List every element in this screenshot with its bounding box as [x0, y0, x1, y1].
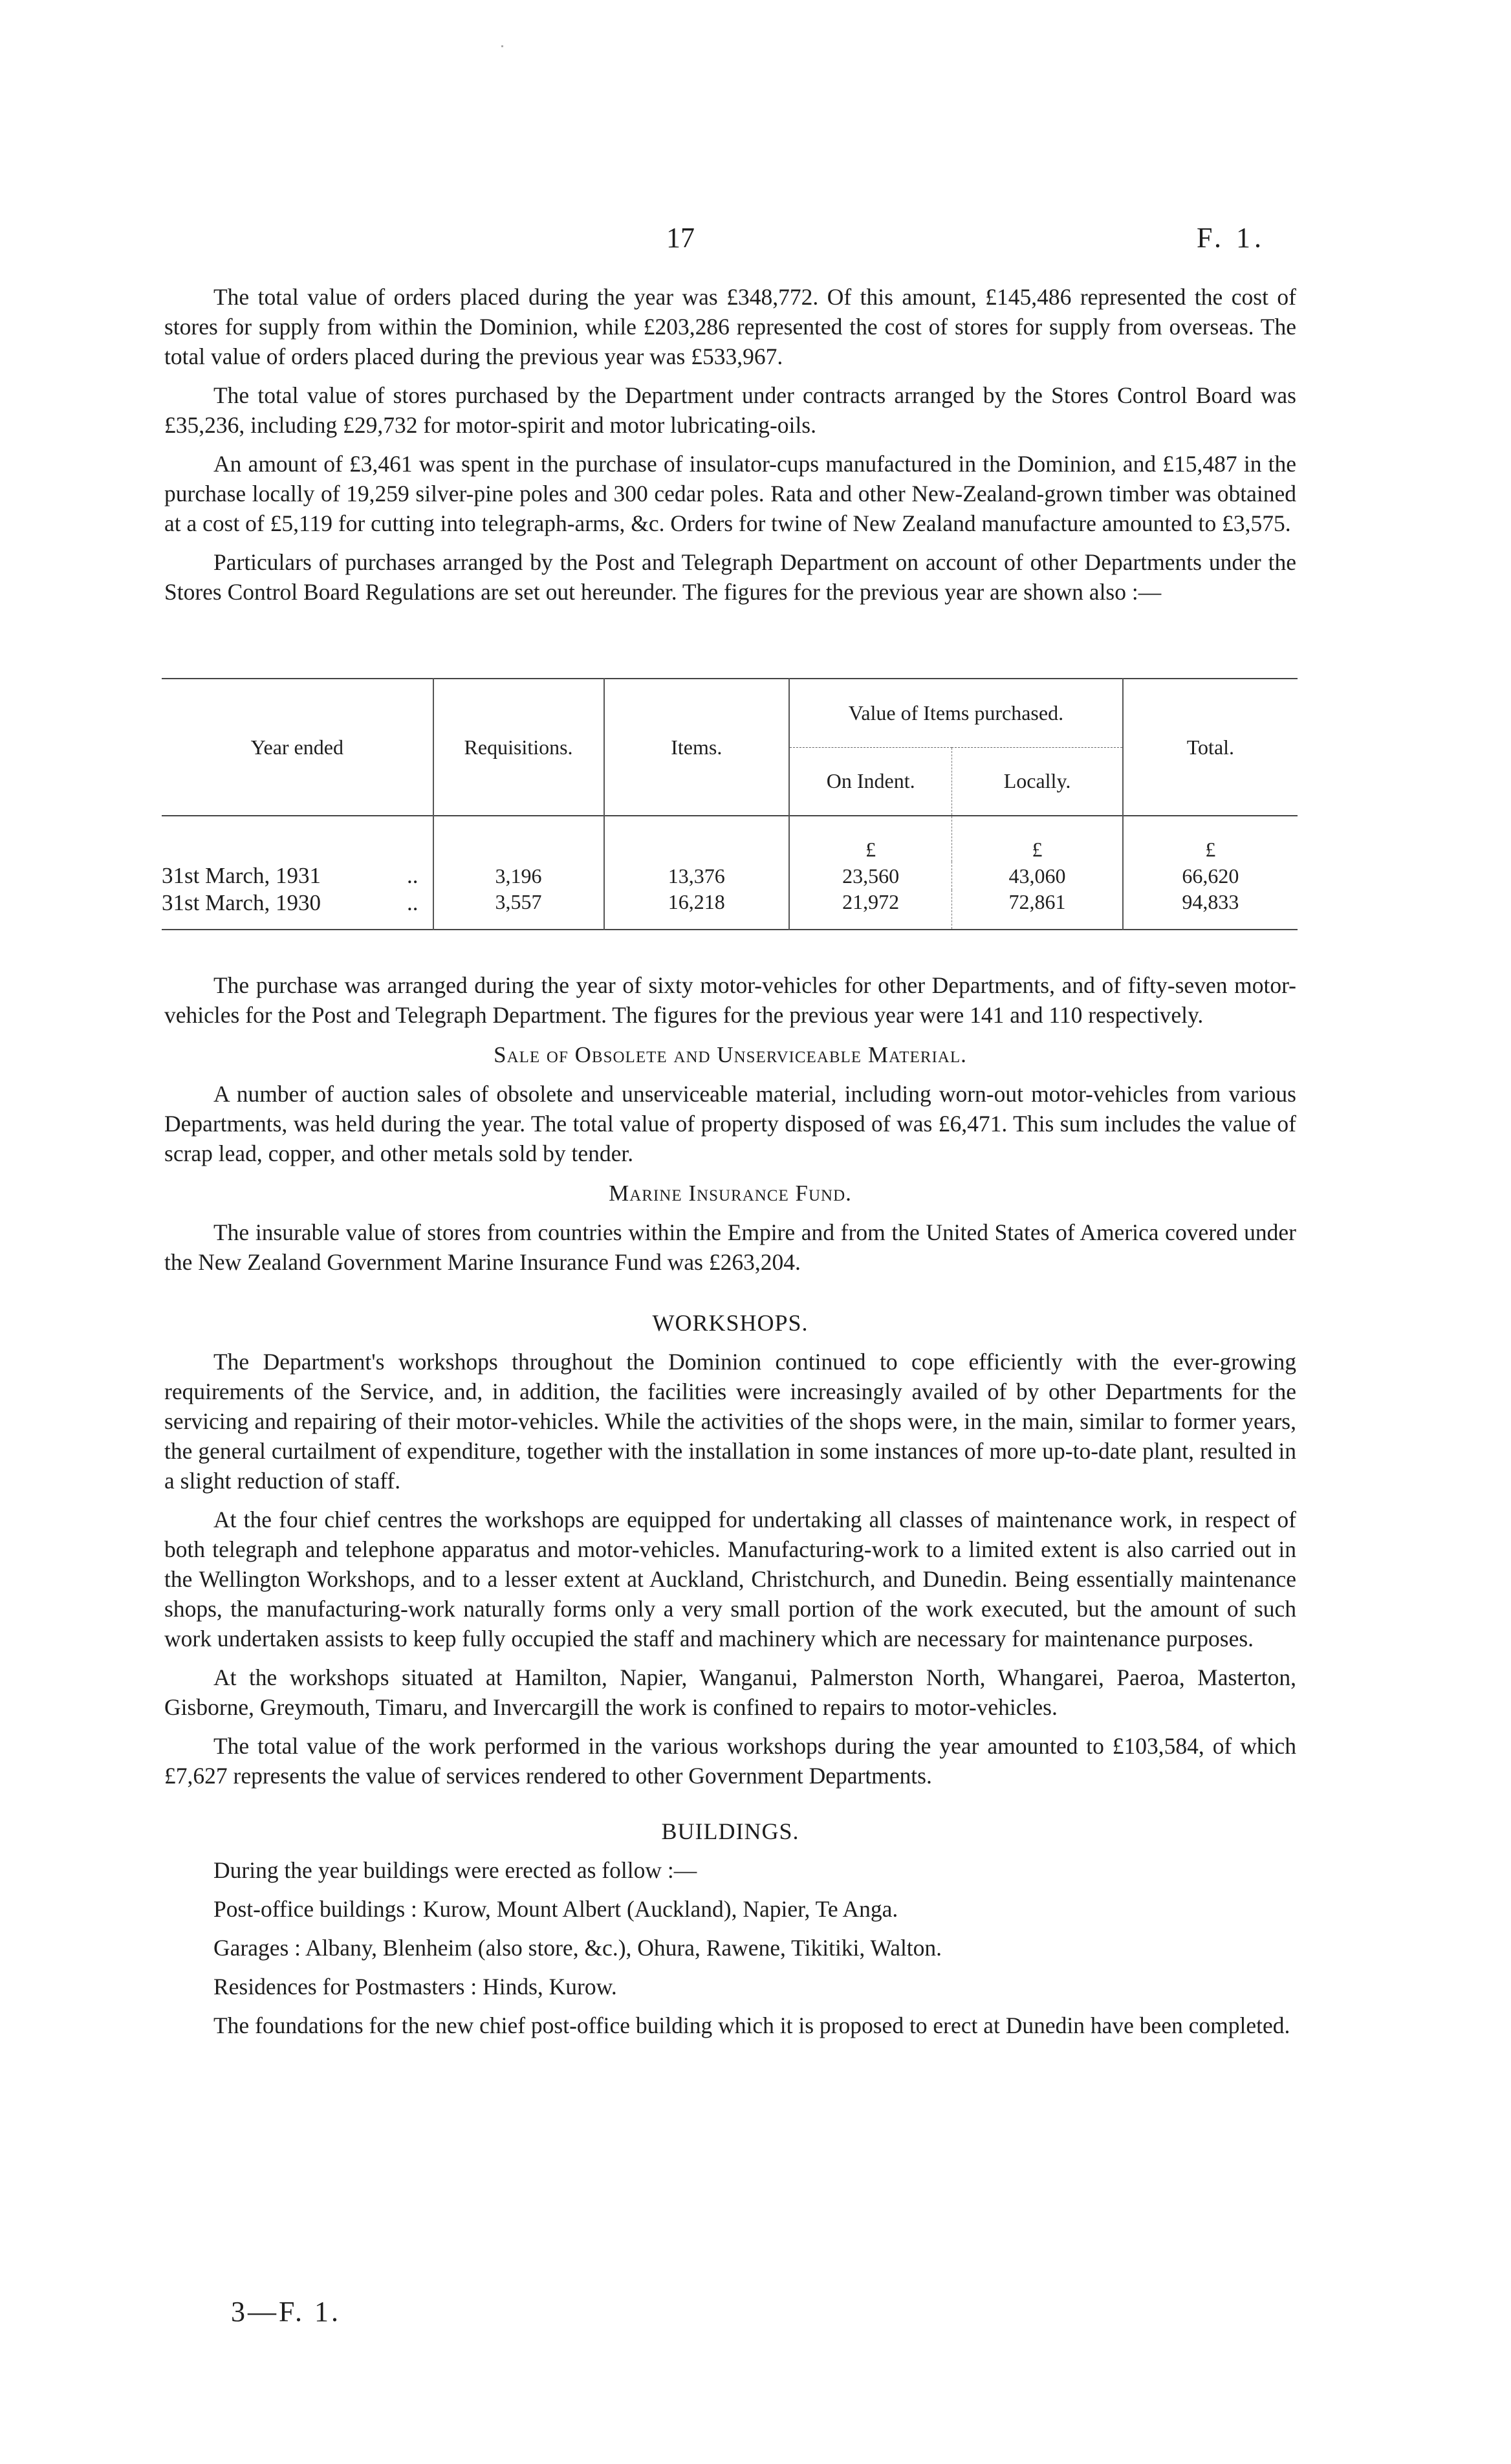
header-value-group: Value of Items purchased.: [789, 679, 1123, 747]
currency-locally: £: [952, 816, 1123, 862]
row-on-indent: 21,972: [789, 890, 952, 930]
insurance-heading: Marine Insurance Fund.: [609, 1181, 852, 1206]
header-on-indent: On Indent.: [789, 747, 952, 816]
orders-paragraph-4: Particulars of purchases arranged by the Post and Telegraph Department on account of other Departments under the Stores Control Board Regulations are set out hereunder. The figures for the previous year are shown also :—: [164, 549, 1296, 605]
row-year: 31st March, 1931: [162, 863, 321, 888]
orders-section: [164, 282, 1296, 616]
table-row: [162, 862, 1298, 890]
header-year-ended: Year ended: [250, 735, 343, 759]
workshops-paragraph-1: The Department's workshops throughout the Dominion continued to cope efficiently with the ever-growing requirements of the Service, and, in addition, the facilities were increasingly availed of by other Departments for the servicing and repairing of their motor-vehicles. While the activities of the shops were, in the main, similar to former years, the general curtailment of expenditure, together with the installation in some instances of more up-to-date plant, resulted in a slight reduction of staff.: [164, 1349, 1296, 1494]
row-total: 66,620: [1123, 862, 1298, 890]
workshops-paragraph-4: The total value of the work performed in the various workshops during the year amounted to £103,584, of which £7,627 represents the value of services rendered to other Government Departments.: [164, 1733, 1296, 1789]
row-items: 13,376: [604, 862, 790, 890]
orders-paragraph-1: The total value of orders placed during the year was £348,772. Of this amount, £145,486 represented the cost of stores for supply from within the Dominion, while £203,286 represented the cost of stores for supply from overseas. The total value of orders placed during the previous year was £533,967.: [164, 284, 1296, 369]
buildings-paragraph: The foundations for the new chief post-office building which it is proposed to erect at Dunedin have been completed.: [213, 2012, 1290, 2038]
row-on-indent: 23,560: [789, 862, 952, 890]
row-year-cell: [162, 890, 433, 930]
obsolete-paragraph: A number of auction sales of obsolete and unserviceable material, including worn-out motor-vehicles from various Departments, was held during the year. The total value of property disposed of was £6,471. This sum includes the value of scrap lead, copper, and other metals sold by tender.: [164, 1081, 1296, 1166]
table-header-row-1: [162, 679, 1298, 747]
insurance-paragraph: The insurable value of stores from countries within the Empire and from the United States of America covered under the New Zealand Government Marine Insurance Fund was £263,204.: [164, 1219, 1296, 1275]
row-locally: 72,861: [952, 890, 1123, 930]
header-total: Total.: [1123, 679, 1298, 816]
page-number: 17: [666, 222, 695, 254]
header-items: Items.: [604, 679, 790, 816]
row-requisitions: 3,557: [433, 890, 604, 930]
header-locally: Locally.: [952, 747, 1123, 816]
table-currency-row: [162, 816, 1298, 862]
buildings-heading: BUILDINGS.: [661, 1818, 799, 1844]
row-total: 94,833: [1123, 890, 1298, 930]
workshops-heading: WORKSHOPS.: [652, 1310, 809, 1336]
header-requisitions: Requisitions.: [433, 679, 604, 816]
document-reference: F. 1.: [1197, 222, 1265, 254]
vehicles-paragraph: The purchase was arranged during the year of sixty motor-vehicles for other Departments, and of fifty-seven motor-vehicles for the Post and Telegraph Department. The figures for the previous year were 141 and 110 respectively.: [164, 972, 1296, 1028]
buildings-post-office: Post-office buildings : Kurow, Mount Albert (Auckland), Napier, Te Anga.: [213, 1896, 898, 1922]
table-row: [162, 890, 1298, 930]
obsolete-heading: Sale of Obsolete and Unserviceable Material.: [494, 1042, 967, 1067]
row-year-cell: [162, 862, 433, 890]
row-leader: ..: [407, 890, 419, 915]
orders-paragraph-3: An amount of £3,461 was spent in the purchase of insulator-cups manufactured in the Dominion, and £15,487 in the purchase locally of 19,259 silver-pine poles and 300 cedar poles. Rata and other New-Zealand-grown timber was obtained at a cost of £5,119 for cutting into telegraph-arms, &c. Orders for twine of New Zealand manufacture amounted to £3,575.: [164, 451, 1296, 536]
row-leader: ..: [407, 863, 419, 888]
buildings-residences: Residences for Postmasters : Hinds, Kurow.: [213, 1974, 617, 2000]
scan-speck: [501, 45, 503, 47]
row-locally: 43,060: [952, 862, 1123, 890]
orders-paragraph-2: The total value of stores purchased by the Department under contracts arranged by the Stores Control Board was £35,236, including £29,732 for motor-spirit and motor lubricating-oils.: [164, 382, 1296, 438]
buildings-intro: During the year buildings were erected as follow :—: [213, 1857, 697, 1883]
row-items: 16,218: [604, 890, 790, 930]
buildings-garages: Garages : Albany, Blenheim (also store, &c.), Ohura, Rawene, Tikitiki, Walton.: [213, 1935, 942, 1961]
signature-mark: 3—F. 1.: [231, 2296, 341, 2328]
currency-on-indent: £: [789, 816, 952, 862]
workshops-paragraph-3: At the workshops situated at Hamilton, Napier, Wanganui, Palmerston North, Whangarei, Paeroa, Masterton, Gisborne, Greymouth, Timaru, and Invercargill the work is confined to repairs to motor-vehicles.: [164, 1664, 1296, 1720]
row-year: 31st March, 1930: [162, 890, 321, 915]
workshops-paragraph-2: At the four chief centres the workshops are equipped for undertaking all classes of maintenance work, in respect of both telegraph and telephone apparatus and motor-vehicles. Manufacturing-work to a limited extent is also carried out in the Wellington Workshops, and to a lesser extent at Auckland, Christchurch, and Dunedin. Being essentially maintenance shops, the manufacturing-work naturally forms only a very small portion of the work executed, but the amount of such work undertaken assists to keep fully occupied the staff and machinery which are necessary for maintenance purposes.: [164, 1507, 1296, 1652]
currency-total: £: [1123, 816, 1298, 862]
purchases-table: [162, 678, 1298, 930]
row-requisitions: 3,196: [433, 862, 604, 890]
main-body: [164, 970, 1296, 2049]
